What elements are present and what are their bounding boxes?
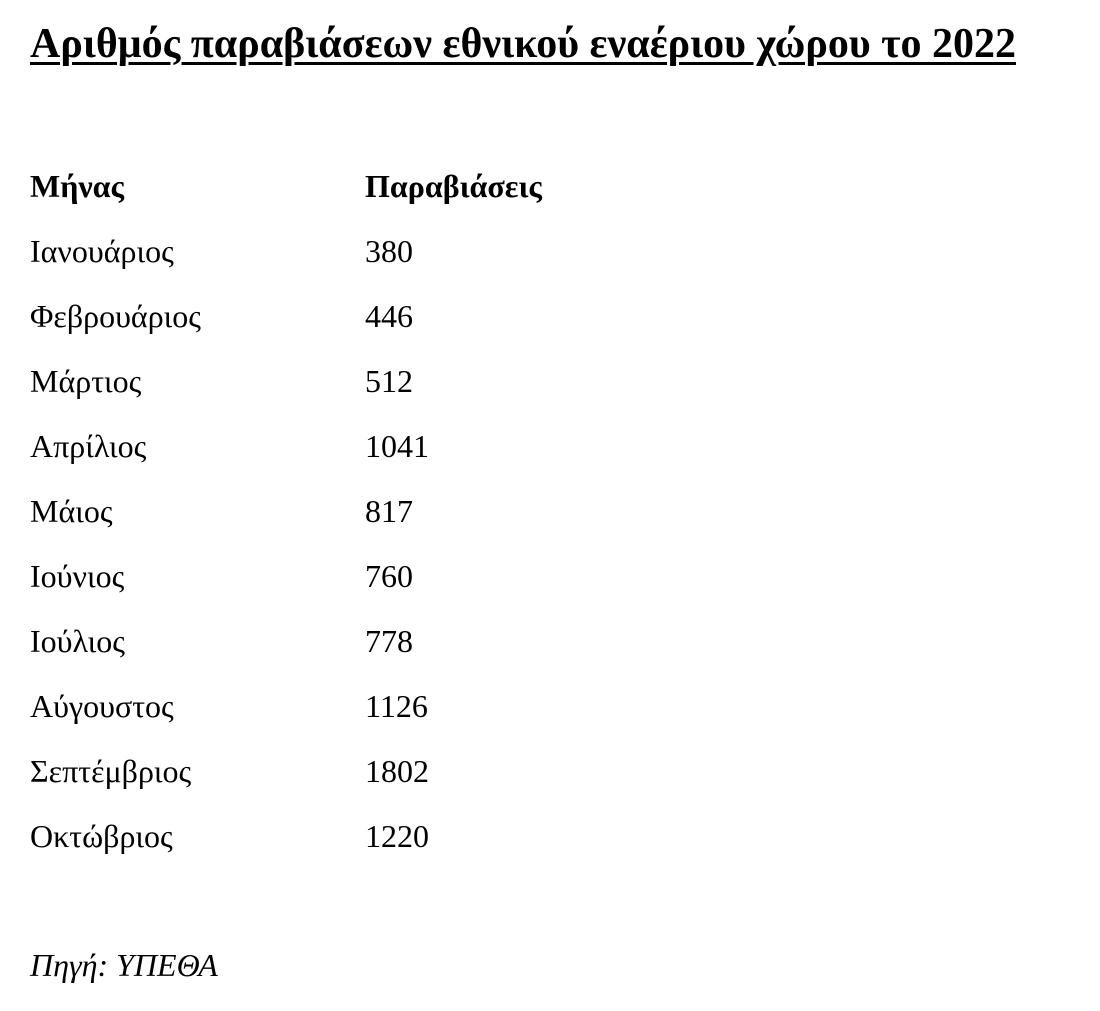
table-row [30,544,1070,609]
table-row [30,349,1070,414]
violations-cell: 1041 [365,428,429,465]
month-cell: Μάιος [30,493,113,530]
month-cell: Μάρτιος [30,363,142,400]
violations-cell: 380 [365,233,413,270]
month-cell: Φεβρουάριος [30,298,201,335]
violations-cell: 1126 [365,688,428,725]
month-cell: Ιούνιος [30,558,125,595]
table-row [30,674,1070,739]
violations-cell: 1802 [365,753,429,790]
source-note: Πηγή: ΥΠΕΘΑ [30,947,218,984]
table-row [30,739,1070,804]
table-row [30,414,1070,479]
violations-cell: 512 [365,363,413,400]
table-header-row [30,154,1070,219]
month-cell: Σεπτέμβριος [30,753,192,790]
header-month: Μήνας [30,168,125,205]
violations-cell: 778 [365,623,413,660]
violations-cell: 1220 [365,818,429,855]
table-row [30,609,1070,674]
table-row [30,284,1070,349]
table-row [30,804,1070,869]
month-cell: Οκτώβριος [30,818,173,855]
month-cell: Αύγουστος [30,688,174,725]
violations-cell: 817 [365,493,413,530]
table-row [30,479,1070,544]
violations-cell: 760 [365,558,413,595]
violations-table [30,154,1070,869]
violations-cell: 446 [365,298,413,335]
table-row [30,219,1070,284]
month-cell: Ιούλιος [30,623,125,660]
month-cell: Απρίλιος [30,428,147,465]
page-title: Αριθμός παραβιάσεων εθνικού εναέριου χώρου το 2022 [30,21,1016,67]
header-violations: Παραβιάσεις [365,168,542,205]
month-cell: Ιανουάριος [30,233,174,270]
